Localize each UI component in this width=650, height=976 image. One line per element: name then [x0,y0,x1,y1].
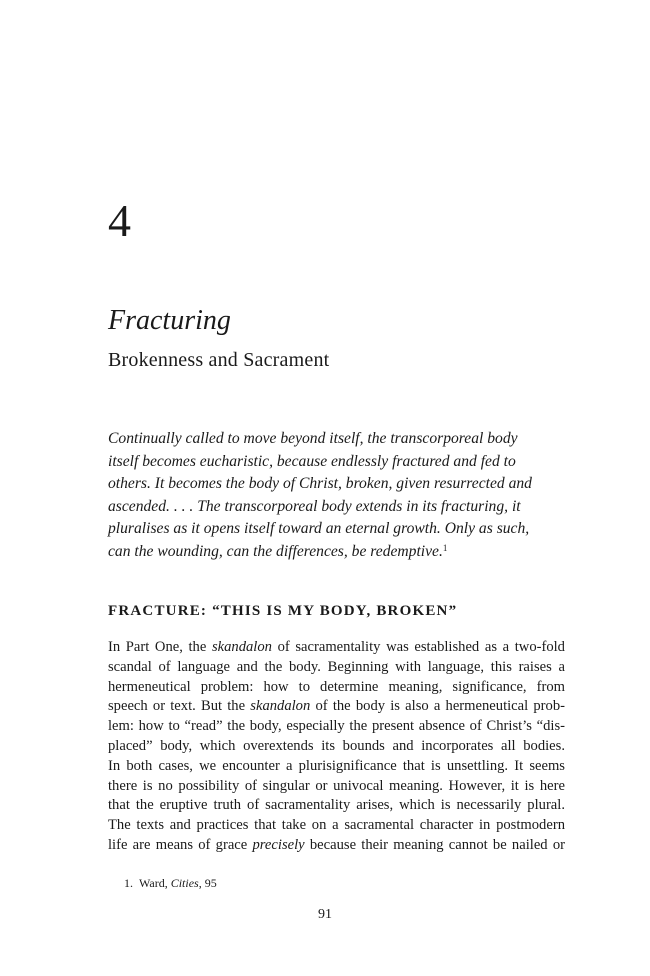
epigraph-line: Continually called to move beyond itself, the transcorporeal body [108,430,518,447]
footnote-page: , 95 [198,876,217,890]
chapter-number: 4 [108,195,131,246]
body-line: The texts and practices that take on a sacramental character in postmodern [108,817,565,834]
epigraph [108,428,564,564]
epigraph-line: ascended. . . . The transcorporeal body extends in its fracturing, it [108,497,521,515]
body-paragraph [108,638,565,856]
page-number: 91 [318,907,332,922]
footnote-author: Ward, [139,876,171,890]
footnote-reference[interactable]: 1 [442,542,448,553]
body-line: that the eruptive truth of sacramentality arises, which is necessarily plural. [108,797,565,814]
body-line: hermeneutical problem: how to determine meaning, significance, from [108,678,565,695]
body-line: lem: how to “read” the body, especially the present absence of Christ’s “dis- [108,718,565,735]
epigraph-line: pluralises as it opens itself toward an eternal growth. Only as such, [108,520,530,538]
section-heading: FRACTURE: “THIS IS MY BODY, BROKEN” [108,603,458,619]
footnote [124,876,217,890]
chapter-title: Fracturing [108,305,231,336]
epigraph-line: itself becomes eucharistic, because endlessly fractured and fed to [108,452,516,470]
body-line: placed” body, which overextends its bounds and incorporates all bodies. [108,737,565,754]
body-line: In both cases, we encounter a plurisignificance that is unsettling. It seems [108,757,565,774]
chapter-subtitle: Brokenness and Sacrament [108,349,330,371]
body-line: scandal of language and the body. Beginning with language, this raises a [108,658,565,675]
epigraph-line: others. It becomes the body of Christ, broken, given resurrected and [108,475,532,493]
epigraph-line: can the wounding, can the differences, be redemptive. [108,542,443,560]
body-line: life are means of grace precisely because their meaning cannot be nailed or [108,836,565,853]
footnote-number: 1. [124,876,133,890]
body-line: In Part One, the skandalon of sacramentality was established as a two-fold [108,639,565,655]
body-line: speech or text. But the skandalon of the body is also a hermeneutical prob- [108,698,565,715]
footnote-work: Cities [170,876,199,890]
body-line: there is no possibility of singular or univocal meaning. However, it is here [108,777,565,794]
